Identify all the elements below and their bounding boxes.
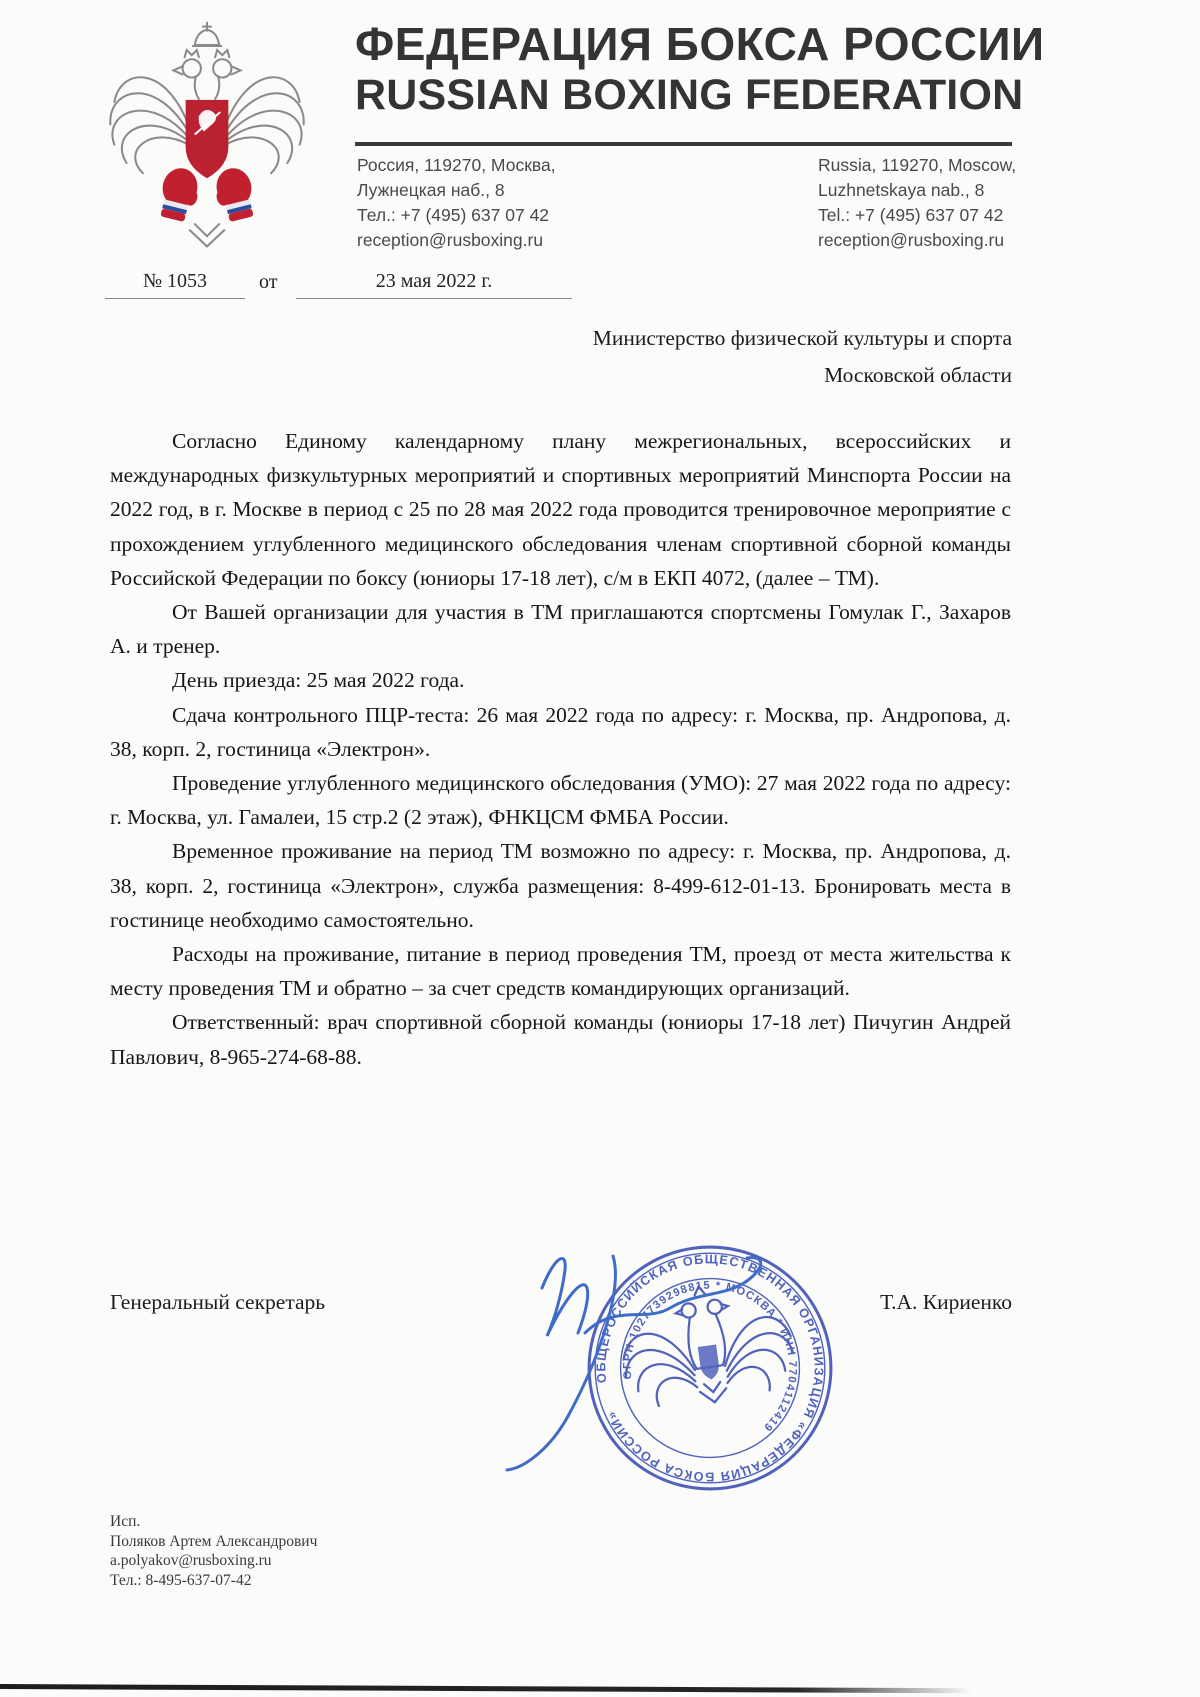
recipient-block [470,320,1012,394]
letter-date: 23 мая 2022 г. [296,270,572,299]
body-paragraph: Расходы на проживание, питание в период проведения ТМ, проезд от места жительства к месту проведения ТМ и обратно – за счет средств командирующих организаций. [110,942,1011,1001]
scan-edge-artifact [0,1684,972,1693]
executor-phone: Тел.: 8-495-637-07-42 [110,1571,252,1589]
body-paragraph: День приезда: 25 мая 2022 года. [172,668,465,693]
letterhead-title-en: RUSSIAN BOXING FEDERATION [355,71,1024,120]
letterhead [355,18,1045,120]
letterhead-title-ru: ФЕДЕРАЦИЯ БОКСА РОССИИ [355,18,1045,70]
letter-number: № 1053 [105,270,245,299]
executor-block [110,1512,317,1590]
george-shield [186,100,229,178]
body-paragraph: Согласно Единому календарному плану межрегиональных, всероссийских и международных физкультурных мероприятий и спортивных мероприятий Минспорта России на 2022 год, в г. Москве в период с 25 по 28 мая 2022 года проводится тренировочное мероприятие с прохождением углубленного медицинского обследования членам спортивной сборной команды Российской Федерации по боксу (юниоры 17-18 лет), с/м в ЕКП 4072, (далее – ТМ). [110,429,1011,590]
signature-role: Генеральный секретарь [110,1290,326,1314]
signature-name: Т.А. Кириенко [880,1290,1012,1314]
address-ru-line: Тел.: +7 (495) 637 07 42 [357,205,550,225]
address-en-line: Tel.: +7 (495) 637 07 42 [818,205,1004,225]
body-paragraph: От Вашей организации для участия в ТМ приглашаются спортсмены Гомулак Г., Захаров А. и тренер. [110,600,1011,659]
executor-email: a.polyakov@rusboxing.ru [110,1552,272,1569]
stamp-outer-text: ОБЩЕРОССИЙСКАЯ ОБЩЕСТВЕННАЯ ОРГАНИЗАЦИЯ «ФЕДЕРАЦИЯ БОКСА РОССИИ» [594,1252,826,1484]
body-paragraph: Проведение углубленного медицинского обследования (УМО): 27 мая 2022 года по адресу: г. Москва, ул. Гамалеи, 15 стр.2 (2 этаж), ФНКЦСМ ФМБА России. [110,771,1011,830]
signature-scrawl [495,1228,825,1558]
address-ru-line: Россия, 119270, Москва, [357,155,556,175]
address-en-line: Russia, 119270, Moscow, [818,155,1017,175]
address-ru-line: Лужнецкая наб., 8 [357,180,505,200]
address-block-ru [357,153,556,253]
address-ru-line: reception@rusboxing.ru [357,230,544,250]
executor-name: Поляков Артем Александрович [110,1532,318,1550]
header-rule [355,142,1012,146]
body-paragraph: Временное проживание на период ТМ возможно по адресу: г. Москва, пр. Андропова, д. 38, корп. 2, гостиница «Электрон», служба размещения: 8-499-612-01-13. Бронировать места в гостинице необходимо самостоятельно. [110,839,1011,932]
executor-label: Исп. [110,1513,141,1530]
letter-body [110,424,1011,1074]
from-label: от [259,271,278,293]
recipient-line-1: Министерство физической культуры и спорта [592,326,1012,350]
body-paragraph: Сдача контрольного ПЦР-теста: 26 мая 2022 года по адресу: г. Москва, пр. Андропова, д. 38, корп. 2, гостиница «Электрон». [110,702,1011,761]
reference-line [0,270,1200,304]
address-en-line: Luzhnetskaya nab., 8 [818,180,985,200]
address-en-line: reception@rusboxing.ru [818,230,1005,250]
stamp-inner-text: ОГРН 1027739298815 * МОСКВА * ИНН 7704112419 [621,1279,799,1434]
body-paragraph: Ответственный: врач спортивной сборной команды (юниоры 17-18 лет) Пичугин Андрей Павлович, 8-965-274-68-88. [110,1010,1011,1069]
federation-emblem-logo [90,14,324,254]
recipient-line-2: Московской области [824,363,1012,387]
address-block-en [818,153,1016,253]
